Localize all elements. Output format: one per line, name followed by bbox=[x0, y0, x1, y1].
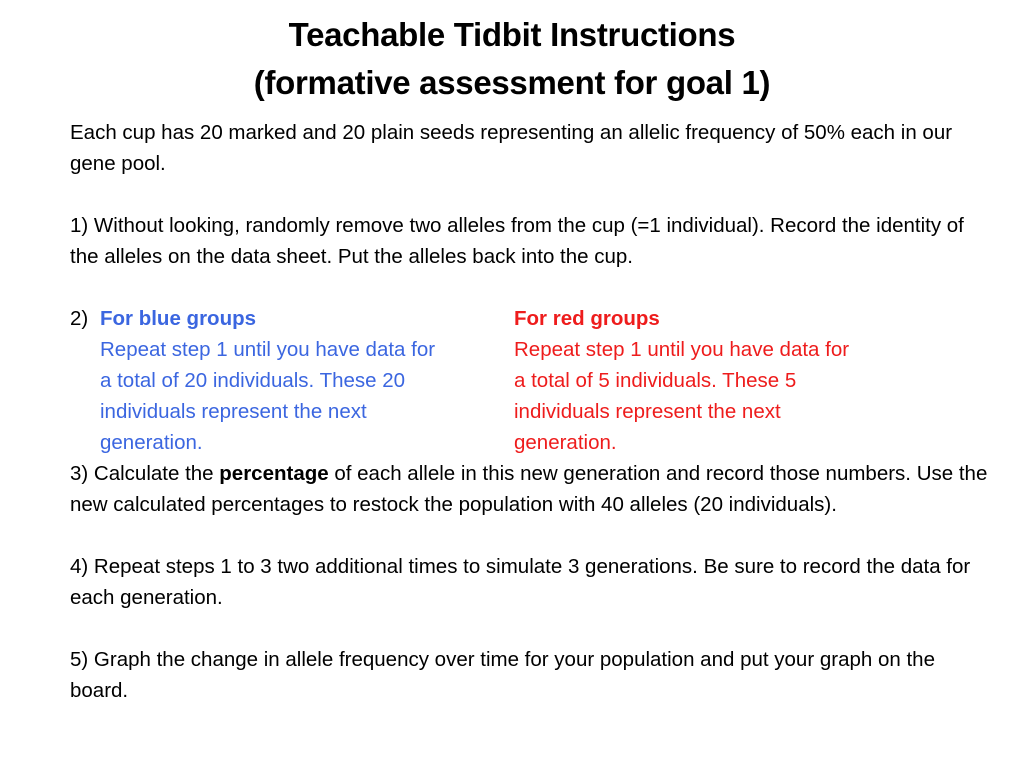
slide-subtitle: (formative assessment for goal 1) bbox=[253, 64, 771, 101]
slide-title: Teachable Tidbit Instructions bbox=[288, 16, 736, 53]
step-3 bbox=[70, 458, 990, 520]
step-2-number: 2) bbox=[70, 307, 89, 330]
spacer bbox=[70, 613, 990, 644]
blue-groups-line: individuals represent the next bbox=[100, 400, 367, 423]
step-3-text-before: 3) Calculate the bbox=[70, 462, 220, 485]
step-3-text-after: of each allele in this new generation and record those numbers. Use the new calculated percentages to restock the population with 40 alleles (20 individuals). bbox=[70, 462, 988, 516]
spacer bbox=[70, 179, 990, 210]
spacer bbox=[70, 520, 990, 551]
step-4: 4) Repeat steps 1 to 3 two additional times to simulate 3 generations. Be sure to record the data for each generation. bbox=[70, 555, 971, 609]
step-2 bbox=[70, 303, 990, 458]
blue-groups-instructions bbox=[100, 303, 500, 458]
blue-groups-heading: For blue groups bbox=[100, 307, 257, 330]
intro-paragraph: Each cup has 20 marked and 20 plain seeds representing an allelic frequency of 50% each in our gene pool. bbox=[70, 121, 953, 175]
red-groups-line: a total of 5 individuals. These 5 bbox=[514, 369, 797, 392]
step-1: 1) Without looking, randomly remove two alleles from the cup (=1 individual). Record the identity of the alleles on the data sheet. Put the alleles back into the cup. bbox=[70, 214, 964, 268]
red-groups-line: Repeat step 1 until you have data for bbox=[514, 338, 850, 361]
red-groups-instructions bbox=[514, 303, 914, 458]
blue-groups-line: generation. bbox=[100, 431, 203, 454]
red-groups-line: generation. bbox=[514, 431, 617, 454]
spacer bbox=[70, 272, 990, 303]
red-groups-heading: For red groups bbox=[514, 307, 660, 330]
step-3-bold-term: percentage bbox=[219, 462, 329, 485]
blue-groups-line: Repeat step 1 until you have data for bbox=[100, 338, 436, 361]
blue-groups-line: a total of 20 individuals. These 20 bbox=[100, 369, 406, 392]
red-groups-line: individuals represent the next bbox=[514, 400, 781, 423]
instructions-body bbox=[70, 117, 990, 706]
step-5: 5) Graph the change in allele frequency over time for your population and put your graph on the board. bbox=[70, 648, 935, 702]
